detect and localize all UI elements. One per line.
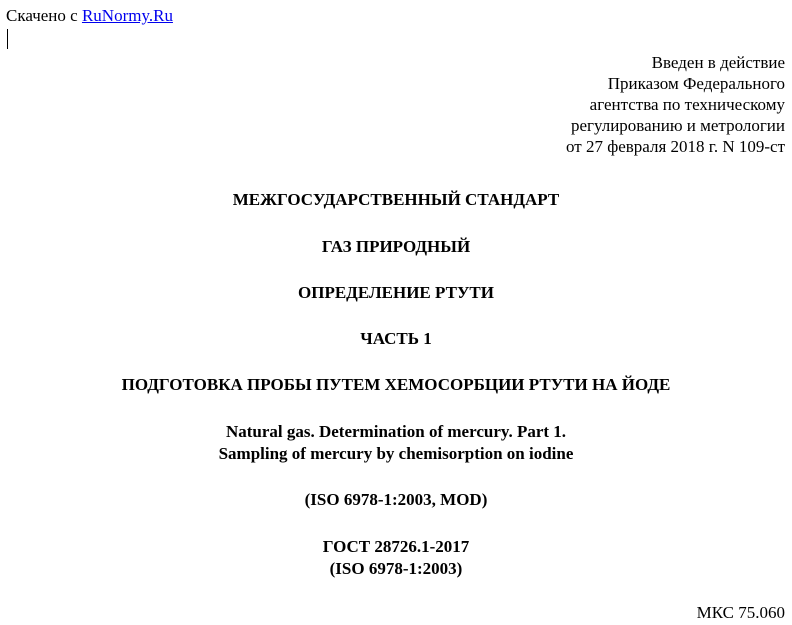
runormy-link[interactable]: RuNormy.Ru — [81, 6, 173, 25]
iso-mod-reference: (ISO 6978-1:2003, MOD) — [304, 490, 488, 509]
title-mercury-determination: ОПРЕДЕЛЕНИЕ РТУТИ — [298, 283, 494, 302]
download-prefix: Скачено с — [6, 6, 82, 25]
text-cursor — [7, 29, 8, 49]
approval-line: агентства по техническому — [589, 95, 785, 114]
approval-line: Введен в действие — [651, 53, 785, 72]
title-natural-gas: ГАЗ ПРИРОДНЫЙ — [321, 237, 471, 256]
approval-line: регулированию и метрологии — [570, 116, 785, 135]
english-title-line-2: Sampling of mercury by chemisorption on iodine — [218, 444, 574, 463]
title-sampling: ПОДГОТОВКА ПРОБЫ ПУТЕМ ХЕМОСОРБЦИИ РТУТИ НА ЙОДЕ — [121, 375, 671, 394]
english-title-line-1: Natural gas. Determination of mercury. Part 1. — [225, 422, 567, 441]
approval-line: Приказом Федерального — [607, 74, 785, 93]
approval-line: от 27 февраля 2018 г. N 109-ст — [565, 137, 785, 156]
download-source-line — [6, 6, 173, 26]
part-number: ЧАСТЬ 1 — [360, 329, 432, 348]
mks-code: МКС 75.060 — [696, 603, 785, 622]
approval-block — [566, 52, 785, 157]
standard-type: МЕЖГОСУДАРСТВЕННЫЙ СТАНДАРТ — [232, 190, 560, 209]
gost-number: ГОСТ 28726.1-2017 — [322, 537, 470, 556]
iso-reference: (ISO 6978-1:2003) — [329, 559, 463, 578]
